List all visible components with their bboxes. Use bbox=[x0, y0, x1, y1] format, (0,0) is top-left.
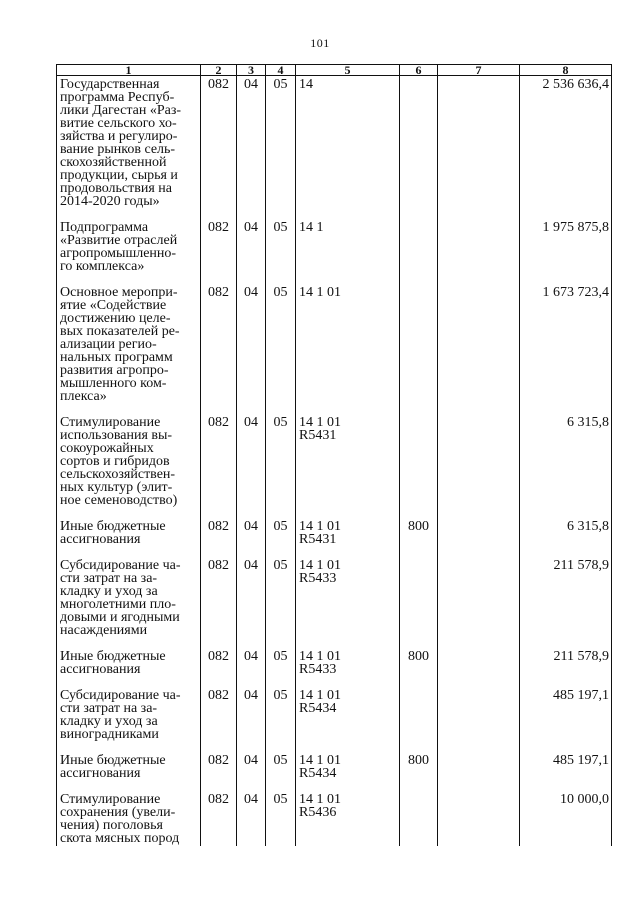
row-name: Стимулирование использования вы- сокоурожайных сортов и гибридов сельскохозяйствен- ных культур (элит- ное семеноводство) bbox=[57, 414, 201, 518]
row-c5: 14 1 01 bbox=[296, 284, 400, 414]
row-c7 bbox=[438, 284, 520, 414]
row-c2: 082 bbox=[201, 557, 237, 648]
row-c5: 14 1 01 R5433 bbox=[296, 648, 400, 687]
row-c2: 082 bbox=[201, 76, 237, 219]
row-c7 bbox=[438, 219, 520, 284]
row-c8: 1 673 723,4 bbox=[520, 284, 612, 414]
row-c5: 14 1 01 R5434 bbox=[296, 687, 400, 752]
header-col-5: 5 bbox=[296, 65, 400, 76]
row-name: Государственная программа Респуб- лики Дагестан «Раз- витие сельского хо- зяйства и регулиро- вание рынков сель- скохозяйственной продукции, сырья и продовольствия на 2014-2020 годы» bbox=[57, 76, 201, 219]
row-c8: 2 536 636,4 bbox=[520, 76, 612, 219]
row-c2: 082 bbox=[201, 284, 237, 414]
table-row bbox=[57, 284, 612, 414]
header-col-2: 2 bbox=[201, 65, 237, 76]
row-c2: 082 bbox=[201, 648, 237, 687]
row-c6: 800 bbox=[400, 752, 438, 791]
row-c7 bbox=[438, 76, 520, 219]
row-c8: 211 578,9 bbox=[520, 648, 612, 687]
row-c4: 05 bbox=[266, 687, 296, 752]
row-c3: 04 bbox=[237, 414, 266, 518]
row-c5: 14 1 bbox=[296, 219, 400, 284]
table-row bbox=[57, 648, 612, 687]
header-col-1: 1 bbox=[57, 65, 201, 76]
row-c2: 082 bbox=[201, 219, 237, 284]
row-c4: 05 bbox=[266, 791, 296, 846]
row-c8: 1 975 875,8 bbox=[520, 219, 612, 284]
row-c7 bbox=[438, 687, 520, 752]
row-c7 bbox=[438, 557, 520, 648]
table-row bbox=[57, 557, 612, 648]
row-c3: 04 bbox=[237, 752, 266, 791]
row-c5: 14 1 01 R5431 bbox=[296, 518, 400, 557]
row-c6: 800 bbox=[400, 648, 438, 687]
row-c6: 800 bbox=[400, 518, 438, 557]
row-c6 bbox=[400, 687, 438, 752]
table-row bbox=[57, 76, 612, 219]
row-c4: 05 bbox=[266, 752, 296, 791]
row-c6 bbox=[400, 76, 438, 219]
page-number: 101 bbox=[310, 36, 330, 50]
table-row bbox=[57, 518, 612, 557]
row-c7 bbox=[438, 414, 520, 518]
row-c3: 04 bbox=[237, 518, 266, 557]
budget-table-grid bbox=[56, 64, 612, 846]
row-name: Субсидирование ча- сти затрат на за- кладку и уход за многолетними пло- довыми и ягодными насаждениями bbox=[57, 557, 201, 648]
row-c8: 10 000,0 bbox=[520, 791, 612, 846]
table-row bbox=[57, 752, 612, 791]
header-col-8: 8 bbox=[520, 65, 612, 76]
row-c7 bbox=[438, 791, 520, 846]
header-col-4: 4 bbox=[266, 65, 296, 76]
row-c8: 211 578,9 bbox=[520, 557, 612, 648]
row-c4: 05 bbox=[266, 219, 296, 284]
row-c8: 6 315,8 bbox=[520, 518, 612, 557]
row-name: Основное меропри- ятие «Содействие достижению целе- вых показателей ре- ализации регио- нальных программ развития агропро- мышленного ком- плекса» bbox=[57, 284, 201, 414]
row-c6 bbox=[400, 557, 438, 648]
row-c6 bbox=[400, 219, 438, 284]
row-c2: 082 bbox=[201, 752, 237, 791]
row-c4: 05 bbox=[266, 557, 296, 648]
row-name: Субсидирование ча- сти затрат на за- кладку и уход за виноградниками bbox=[57, 687, 201, 752]
table-row bbox=[57, 791, 612, 846]
row-c4: 05 bbox=[266, 76, 296, 219]
row-c8: 6 315,8 bbox=[520, 414, 612, 518]
table-row bbox=[57, 219, 612, 284]
row-c3: 04 bbox=[237, 791, 266, 846]
row-c4: 05 bbox=[266, 518, 296, 557]
budget-table bbox=[56, 64, 611, 846]
row-c7 bbox=[438, 752, 520, 791]
row-c5: 14 bbox=[296, 76, 400, 219]
row-c2: 082 bbox=[201, 791, 237, 846]
row-c5: 14 1 01 R5434 bbox=[296, 752, 400, 791]
row-c6 bbox=[400, 791, 438, 846]
row-c3: 04 bbox=[237, 557, 266, 648]
row-name: Иные бюджетные ассигнования bbox=[57, 648, 201, 687]
header-col-3: 3 bbox=[237, 65, 266, 76]
row-c3: 04 bbox=[237, 284, 266, 414]
row-c8: 485 197,1 bbox=[520, 687, 612, 752]
row-c3: 04 bbox=[237, 648, 266, 687]
row-c3: 04 bbox=[237, 687, 266, 752]
row-c5: 14 1 01 R5433 bbox=[296, 557, 400, 648]
header-col-7: 7 bbox=[438, 65, 520, 76]
header-col-6: 6 bbox=[400, 65, 438, 76]
row-c2: 082 bbox=[201, 414, 237, 518]
row-name: Иные бюджетные ассигнования bbox=[57, 752, 201, 791]
header-row bbox=[57, 65, 612, 76]
row-c2: 082 bbox=[201, 518, 237, 557]
row-name: Стимулирование сохранения (увели- чения) поголовья скота мясных пород bbox=[57, 791, 201, 846]
table-row bbox=[57, 414, 612, 518]
row-c7 bbox=[438, 518, 520, 557]
row-c2: 082 bbox=[201, 687, 237, 752]
row-c6 bbox=[400, 284, 438, 414]
row-name: Иные бюджетные ассигнования bbox=[57, 518, 201, 557]
row-c5: 14 1 01 R5436 bbox=[296, 791, 400, 846]
row-c4: 05 bbox=[266, 414, 296, 518]
row-c5: 14 1 01 R5431 bbox=[296, 414, 400, 518]
row-c7 bbox=[438, 648, 520, 687]
row-c3: 04 bbox=[237, 219, 266, 284]
row-c6 bbox=[400, 414, 438, 518]
table-row bbox=[57, 687, 612, 752]
row-name: Подпрограмма «Развитие отраслей агропромышленно- го комплекса» bbox=[57, 219, 201, 284]
row-c8: 485 197,1 bbox=[520, 752, 612, 791]
row-c4: 05 bbox=[266, 648, 296, 687]
row-c3: 04 bbox=[237, 76, 266, 219]
row-c4: 05 bbox=[266, 284, 296, 414]
